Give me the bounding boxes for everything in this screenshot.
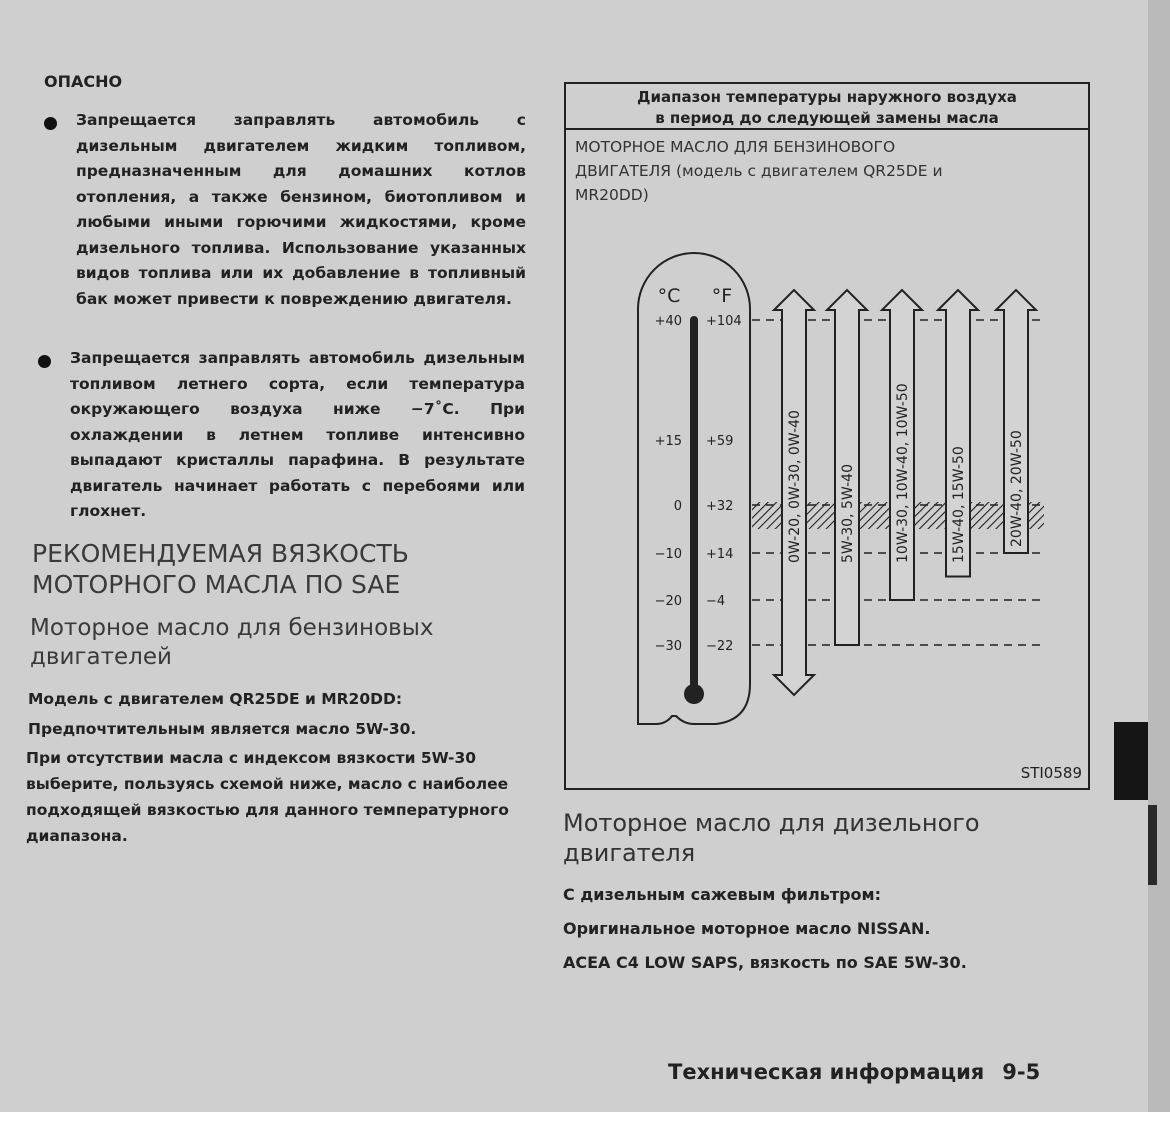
diesel-heading: [563, 808, 980, 868]
figure-caption-line: ДВИГАТЕЛЯ (модель с двигателем QR25DE и: [575, 162, 943, 180]
diesel-heading-line: Моторное масло для дизельного: [563, 809, 980, 837]
tick-label-c: −20: [654, 594, 682, 609]
thermometer-bulb: [684, 684, 704, 704]
diesel-line: С дизельным сажевым фильтром:: [563, 885, 882, 904]
tick-label-f: −4: [706, 594, 726, 609]
footer-section: Техническая информация: [668, 1060, 985, 1084]
viscosity-label: 15W-40, 15W-50: [951, 446, 967, 563]
figure-caption-line: МОТОРНОЕ МАСЛО ДЛЯ БЕНЗИНОВОГО: [575, 138, 896, 156]
tick-label-f: +14: [706, 547, 734, 562]
figure-caption-line: MR20DD): [575, 186, 649, 204]
viscosity-label: 5W-30, 5W-40: [840, 464, 856, 563]
viscosity-label: 0W-20, 0W-30, 0W-40: [787, 410, 803, 563]
section-heading-line: МОТОРНОГО МАСЛА ПО SAE: [32, 570, 401, 599]
tick-label-c: 0: [673, 499, 682, 514]
unit-fahrenheit: °F: [711, 285, 733, 307]
subsection-heading: [30, 614, 433, 672]
tick-label-c: +15: [654, 434, 682, 449]
preferred-line: Предпочтительным является масло 5W-30.: [28, 720, 417, 738]
warning-title: ОПАСНО: [44, 72, 123, 91]
absent-paragraph: При отсутствии масла с индексом вязкости 5W-30 выберите, пользуясь схемой ниже, масло с наиболее подходящей вязкостью для данного температурного диапазона.: [26, 749, 509, 845]
subsection-heading-line: двигателей: [30, 644, 172, 670]
model-paragraph: [28, 684, 416, 744]
tick-label-f: +104: [706, 314, 742, 329]
warning-bullet: [70, 346, 525, 525]
bottom-strip: [0, 1112, 1170, 1122]
tick-label-f: +32: [706, 499, 734, 514]
figure-code: STI0589: [1020, 764, 1082, 782]
diesel-paragraph: [563, 878, 967, 980]
section-heading-line: РЕКОМЕНДУЕМАЯ ВЯЗКОСТЬ: [32, 539, 409, 568]
warning-bullet-text: Запрещается заправлять автомобиль с дизельным двигателем жидким топливом, предназначенным для домашних котлов отопления, а также бензином, биотопливом и любыми иными горючими жидкостями, кроме дизельного топлива. Использование указанных видов топлива или их добавление в топливный бак может привести к повреждению двигателя.: [76, 111, 526, 308]
tick-label-c: −10: [654, 547, 682, 562]
page-edge: [1148, 0, 1170, 1122]
diesel-heading-line: двигателя: [563, 839, 696, 867]
section-heading: [32, 538, 409, 600]
diesel-line: Оригинальное моторное масло NISSAN.: [563, 919, 931, 938]
chapter-tab: [1114, 722, 1148, 800]
tick-label-f: −22: [706, 639, 734, 654]
bullet-icon: [38, 355, 51, 368]
figure-header-line: Диапазон температуры наружного воздуха: [637, 88, 1017, 106]
viscosity-label: 10W-30, 10W-40, 10W-50: [895, 383, 911, 563]
tick-label-c: +40: [654, 314, 682, 329]
warning-bullet: [76, 108, 526, 312]
bullet-icon: [44, 117, 57, 130]
viscosity-label: 20W-40, 20W-50: [1009, 430, 1025, 547]
warning-bullet-text: Запрещается заправлять автомобиль дизельным топливом летнего сорта, если температура окружающего воздуха ниже −7˚C. При охлаждении в летнем топливе интенсивно выпадают кристаллы парафина. В результате двигатель начинает работать с перебоями или глохнет.: [70, 349, 525, 520]
model-line: Модель с двигателем QR25DE и MR20DD:: [28, 690, 403, 708]
tick-label-f: +59: [706, 434, 734, 449]
tick-label-c: −30: [654, 639, 682, 654]
viscosity-chart: [566, 84, 1088, 788]
figure-header-line: в период до следующей замены масла: [655, 109, 999, 127]
chapter-tab-edge: [1148, 805, 1157, 885]
page-footer: [668, 1060, 1040, 1084]
viscosity-figure: [564, 82, 1090, 790]
subsection-heading-line: Моторное масло для бензиновых: [30, 615, 434, 641]
page-number: 9-5: [1002, 1060, 1041, 1084]
diesel-line: ACEA C4 LOW SAPS, вязкость по SAE 5W-30.: [563, 953, 967, 972]
unit-celsius: °C: [657, 285, 681, 307]
